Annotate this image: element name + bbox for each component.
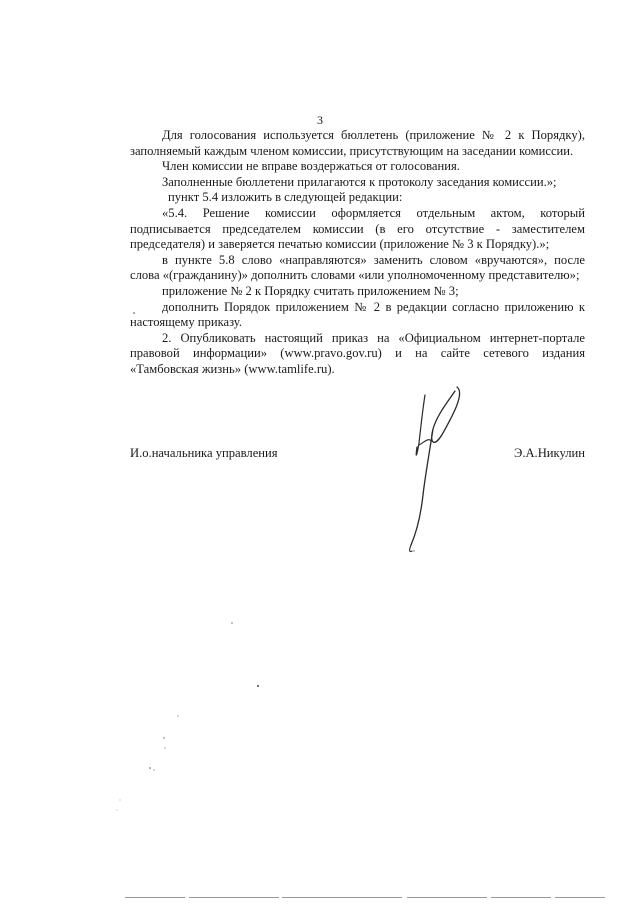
paragraph-add-appendix: дополнить Порядок приложением № 2 в редакции согласно приложению к настоящему приказу. (130, 299, 585, 330)
signatory-name: Э.А.Никулин (514, 446, 585, 460)
paragraph-item-5-4-intro: пункт 5.4 изложить в следующей редакции: (168, 190, 403, 205)
paragraph-item-5-8: в пункте 5.8 слово «направляются» заменить словом «вручаются», после слова «(гражданину)» дополнить словами «или уполномоченному представителю»; (130, 252, 585, 283)
paragraph-appendix-renumber: приложение № 2 к Порядку считать приложением № 3; (162, 283, 459, 298)
paragraph-item-5-4-text: «5.4. Решение комиссии оформляется отдельным актом, который подписывается председателем комиссии (в его отсутствие - заместителем председателя) и заверяется печатью комиссии (приложение № 3 к Порядку).»; (130, 205, 585, 252)
paragraph-ballots-attached: Заполненные бюллетени прилагаются к протоколу заседания комиссии.»; (162, 174, 557, 189)
handwritten-signature (395, 385, 475, 565)
signatory-title: И.о.начальника управления (130, 446, 278, 460)
paragraph-publish: 2. Опубликовать настоящий приказ на «Официальном интернет-портале правовой информации» (www.pravo.gov.ru) и на сайте сетевого издания «Тамбовская жизнь» (www.tamlife.ru). (130, 330, 585, 376)
document-body (130, 128, 585, 378)
page-number: 3 (317, 113, 323, 127)
bottom-scan-edge (125, 896, 605, 899)
paragraph-no-abstain: Член комиссии не вправе воздержаться от голосования. (162, 159, 460, 174)
paragraph-voting-ballot: Для голосования используется бюллетень (приложение № 2 к Порядку), заполняемый каждым членом комиссии, присутствующим на заседании комиссии. (130, 128, 585, 158)
